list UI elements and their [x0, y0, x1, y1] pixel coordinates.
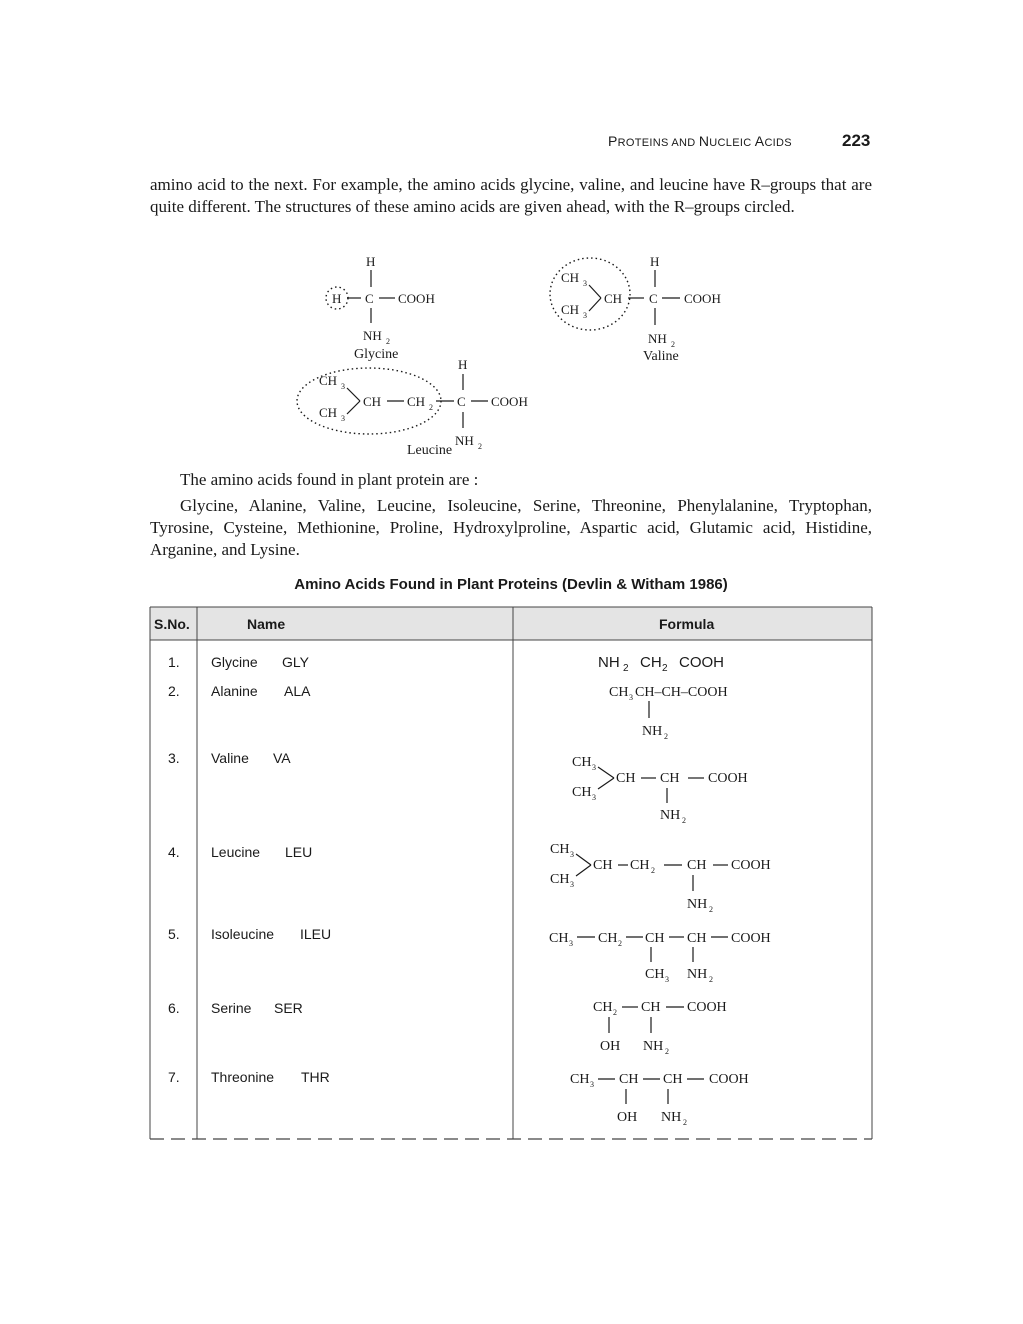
leucine-label: Leucine	[407, 443, 453, 458]
valine-amino-sub: 2	[671, 340, 675, 349]
formula-thr-ch-alpha: CH	[663, 1072, 683, 1087]
page-number: 223	[842, 131, 871, 150]
leucine-methyl-top-sub: 3	[341, 382, 345, 391]
formula-ileu-cooh: COOH	[731, 931, 771, 946]
formula-va-ch3-bottom-sub: 3	[592, 793, 596, 802]
leucine-methylene: CH	[407, 394, 426, 409]
formula-gly-nh-sub: 2	[623, 663, 629, 674]
formula-gly-ch-sub: 2	[662, 663, 668, 674]
valine-amino: NH	[648, 331, 667, 346]
glycine-label: Glycine	[354, 347, 399, 362]
formula-leu-nh-sub: 2	[709, 905, 713, 914]
formula-thr-nh: NH	[661, 1110, 682, 1125]
row-sno: 3.	[168, 750, 180, 766]
glycine-r-group: H	[332, 291, 342, 306]
formula-gly-ch: CH	[640, 654, 662, 671]
row-sno: 2.	[168, 683, 180, 699]
row-sno: 6.	[168, 1000, 180, 1016]
table-caption: Amino Acids Found in Plant Proteins (Devlin & Witham 1986)	[294, 576, 728, 593]
formula-ala-chain: CH–CH–COOH	[635, 685, 728, 700]
formula-ileu-ch-alpha: CH	[687, 931, 707, 946]
header-name: Name	[247, 616, 286, 632]
formula-leu-ch3-top: CH	[550, 842, 570, 857]
glycine-carboxyl: COOH	[398, 291, 435, 306]
glycine-h-top: H	[366, 254, 376, 269]
formula-ser-ch2: CH	[593, 1000, 613, 1015]
formula-thr-nh-sub: 2	[683, 1118, 687, 1127]
row-name: Alanine	[211, 683, 258, 699]
formula-va-ch3-top: CH	[572, 755, 592, 770]
formula-leu-ch3-top-sub: 3	[570, 850, 574, 859]
formula-ileu-nh: NH	[687, 967, 708, 982]
row-name: Glycine	[211, 654, 258, 670]
formula-leu-ch3-bottom: CH	[550, 872, 570, 887]
row-code: THR	[301, 1069, 330, 1085]
glycine-amino: NH	[363, 328, 382, 343]
row-code: GLY	[282, 654, 309, 670]
plant-intro: The amino acids found in plant protein are :	[180, 470, 479, 489]
formula-ser-oh: OH	[600, 1039, 621, 1054]
intro-paragraph: amino acid to the next. For example, the amino acids glycine, valine, and leucine have R–groups that are quite different. The structures of these amino acids are given ahead, with the R–groups circled.	[150, 175, 872, 216]
formula-ileu-ch3-side-sub: 3	[665, 975, 669, 984]
header-formula: Formula	[659, 616, 715, 632]
formula-leu-ch: CH	[593, 858, 613, 873]
formula-thr-ch3: CH	[570, 1072, 590, 1087]
formula-leu-ch3-bottom-sub: 3	[570, 880, 574, 889]
formula-gly-cooh: COOH	[679, 654, 724, 671]
row-code: ALA	[284, 683, 311, 699]
formula-ser-ch: CH	[641, 1000, 661, 1015]
leucine-methylene-sub: 2	[429, 403, 433, 412]
valine-h-top: H	[650, 254, 660, 269]
leucine-methyl-bottom: CH	[319, 405, 338, 420]
formula-thr-ch-beta: CH	[619, 1072, 639, 1087]
valine-alpha-c: C	[649, 291, 658, 306]
formula-va-nh: NH	[660, 808, 681, 823]
leucine-branch: CH	[363, 394, 382, 409]
row-name: Serine	[211, 1000, 252, 1016]
formula-ileu-ch3-side: CH	[645, 967, 665, 982]
leucine-amino: NH	[455, 433, 474, 448]
glycine-amino-sub: 2	[386, 337, 390, 346]
formula-ala-nh: NH	[642, 724, 663, 739]
formula-thr-cooh: COOH	[709, 1072, 749, 1087]
glycine-alpha-c: C	[365, 291, 374, 306]
formula-ser-nh-sub: 2	[665, 1047, 669, 1056]
row-name: Leucine	[211, 844, 261, 860]
formula-leu-ch2: CH	[630, 858, 650, 873]
formula-ileu-ch3-sub: 3	[569, 939, 573, 948]
row-sno: 5.	[168, 926, 180, 942]
formula-ileu-ch-beta: CH	[645, 931, 665, 946]
formula-leu-ch-alpha: CH	[687, 858, 707, 873]
formula-ala-ch3-sub: 3	[629, 693, 633, 702]
formula-ser-nh: NH	[643, 1039, 664, 1054]
formula-ileu-ch3: CH	[549, 931, 569, 946]
row-code: ILEU	[300, 926, 332, 942]
formula-va-ch3-bottom: CH	[572, 785, 592, 800]
row-name: Isoleucine	[211, 926, 275, 942]
running-title: PROTEINS AND NUCLEIC ACIDS	[608, 133, 792, 149]
valine-methyl-bottom: CH	[561, 302, 580, 317]
formula-leu-ch2-sub: 2	[651, 866, 655, 875]
valine-label: Valine	[643, 349, 679, 364]
valine-methyl-top: CH	[561, 270, 580, 285]
leucine-h-top: H	[458, 357, 468, 372]
row-code: LEU	[285, 844, 313, 860]
valine-branch: CH	[604, 291, 623, 306]
formula-ileu-nh-sub: 2	[709, 975, 713, 984]
leucine-methyl-top: CH	[319, 373, 338, 388]
formula-va-ch3-top-sub: 3	[592, 763, 596, 772]
valine-methyl-bottom-sub: 3	[583, 311, 587, 320]
row-code: VA	[273, 750, 291, 766]
formula-ileu-ch2: CH	[598, 931, 618, 946]
header-sno: S.No.	[154, 616, 190, 632]
formula-gly-nh: NH	[598, 654, 620, 671]
formula-ser-cooh: COOH	[687, 1000, 727, 1015]
row-sno: 7.	[168, 1069, 180, 1085]
leucine-methyl-bottom-sub: 3	[341, 414, 345, 423]
row-sno: 4.	[168, 844, 180, 860]
formula-ileu-ch2-sub: 2	[618, 939, 622, 948]
formula-ala-ch3: CH	[609, 685, 629, 700]
plant-amino-acid-list: Glycine, Alanine, Valine, Leucine, Isoleucine, Serine, Threonine, Phenylalanine, Tryptophan, Tyrosine, Cysteine, Methionine, Proline, Hydroxylproline, Aspartic acid, Glutamic acid, Histidine, Arganine, and Lysine.	[150, 496, 872, 559]
row-code: SER	[274, 1000, 303, 1016]
formula-va-ch: CH	[616, 771, 636, 786]
formula-ala-nh-sub: 2	[664, 732, 668, 741]
formula-thr-ch3-sub: 3	[590, 1080, 594, 1089]
valine-methyl-top-sub: 3	[583, 279, 587, 288]
formula-leu-nh: NH	[687, 897, 708, 912]
formula-va-nh-sub: 2	[682, 816, 686, 825]
formula-thr-oh: OH	[617, 1110, 638, 1125]
leucine-carboxyl: COOH	[491, 394, 528, 409]
row-name: Threonine	[211, 1069, 275, 1085]
row-sno: 1.	[168, 654, 180, 670]
formula-va-ch-alpha: CH	[660, 771, 680, 786]
leucine-alpha-c: C	[457, 394, 466, 409]
valine-carboxyl: COOH	[684, 291, 721, 306]
row-name: Valine	[211, 750, 249, 766]
formula-va-cooh: COOH	[708, 771, 748, 786]
formula-leu-cooh: COOH	[731, 858, 771, 873]
leucine-amino-sub: 2	[478, 442, 482, 451]
formula-ser-ch2-sub: 2	[613, 1008, 617, 1017]
